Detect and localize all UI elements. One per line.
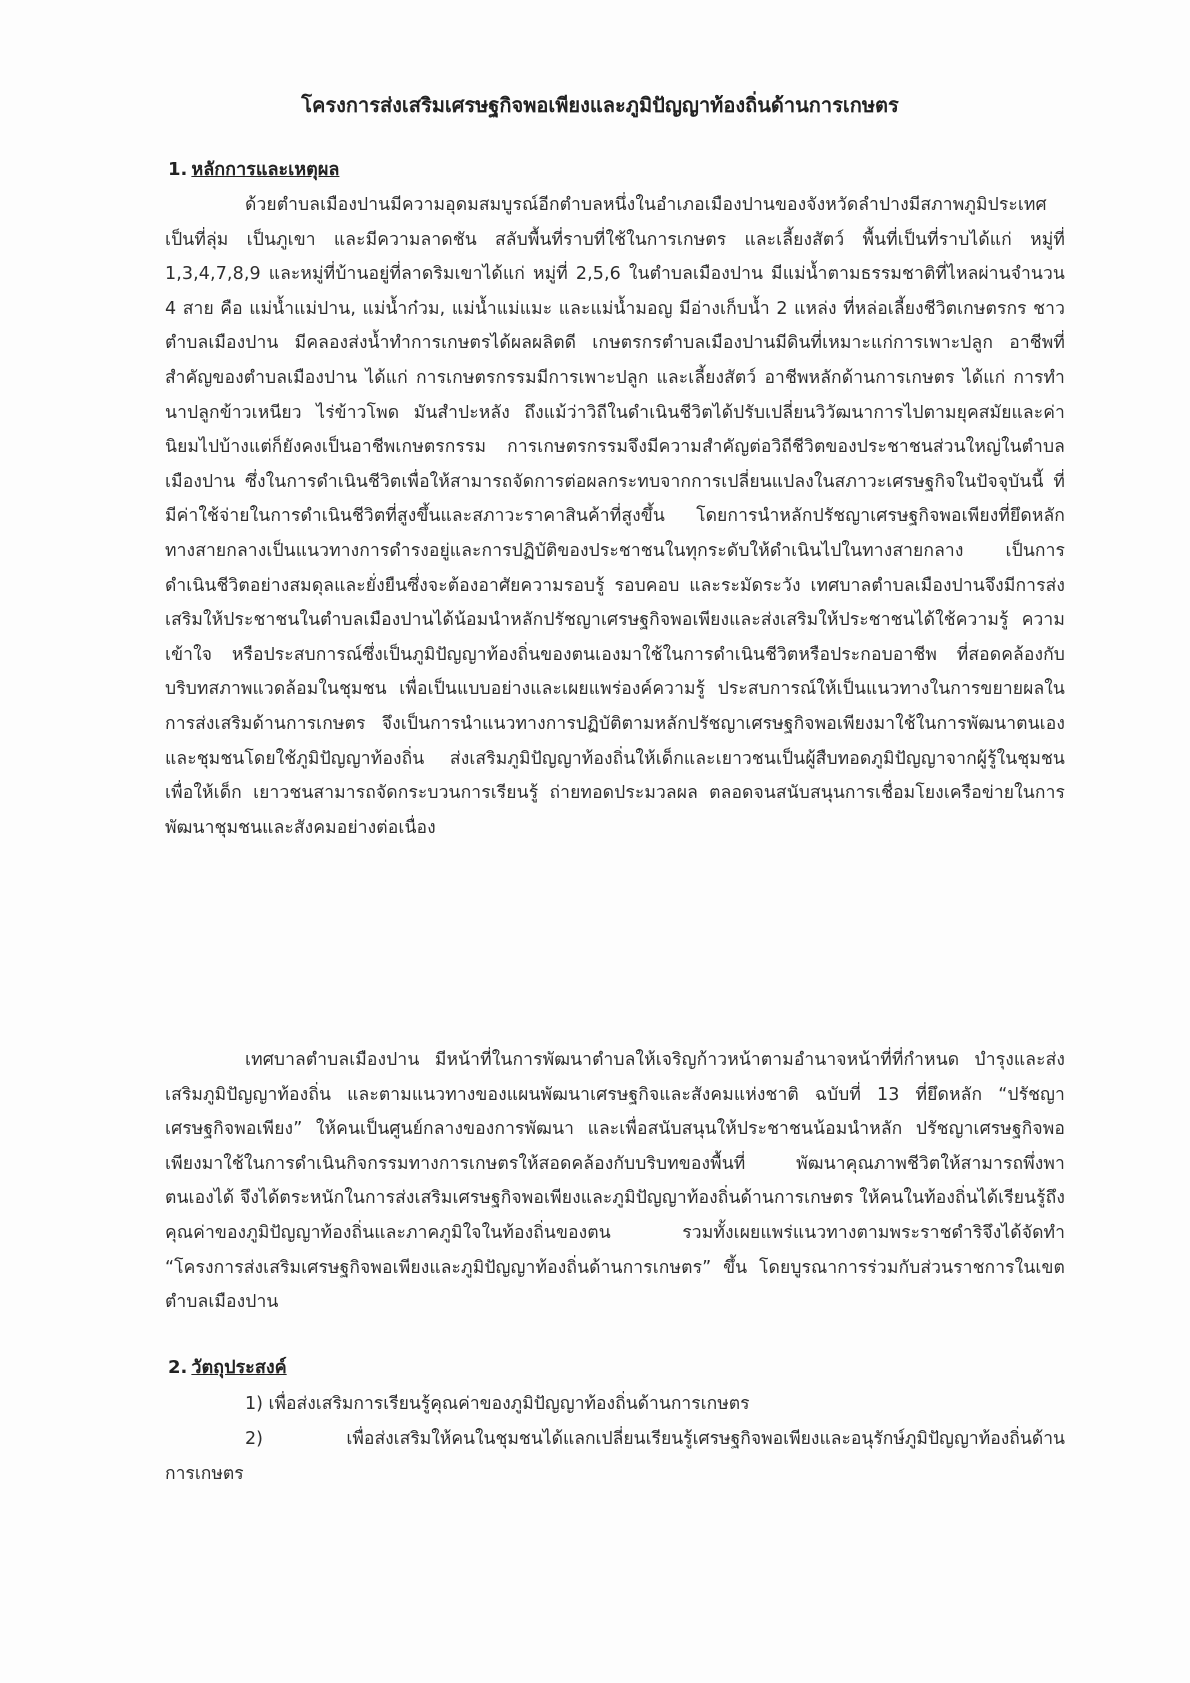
section-number: 2. <box>168 1357 188 1378</box>
section-heading-objectives <box>168 1356 287 1380</box>
paragraph-rationale-2: เทศบาลตำบลเมืองปาน มีหน้าที่ในการพัฒนาตำบลให้เจริญก้าวหน้าตามอำนาจหน้าที่ที่กำหนด บำรุงและส่งเสริมภูมิปัญญาท้องถิ่น และตามแนวทางของแผนพัฒนาเศรษฐกิจและสังคมแห่งชาติ ฉบับที่ 13 ที่ยึดหลัก “ปรัชญาเศรษฐกิจพอเพียง” ให้คนเป็นศูนย์กลางของการพัฒนา และเพื่อสนับสนุนให้ประชาชนน้อมนำหลัก ปรัชญาเศรษฐกิจพอเพียงมาใช้ในการดำเนินกิจกรรมทางการเกษตรให้สอดคล้องกับบริบทของพื้นที่ พัฒนาคุณภาพชีวิตให้สามารถพึ่งพาตนเองได้ จึงได้ตระหนักในการส่งเสริมเศรษฐกิจพอเพียงและภูมิปัญญาท้องถิ่นด้านการเกษตร ให้คนในท้องถิ่นได้เรียนรู้ถึงคุณค่าของภูมิปัญญาท้องถิ่นและภาคภูมิใจในท้องถิ่นของตน รวมทั้งเผยแพร่แนวทางตามพระราชดำริจึงได้จัดทำ “โครงการส่งเสริมเศรษฐกิจพอเพียงและภูมิปัญญาท้องถิ่นด้านการเกษตร” ขึ้น โดยบูรณาการร่วมกับส่วนราชการในเขตตำบลเมืองปาน <box>165 1050 1065 1313</box>
document-title: โครงการส่งเสริมเศรษฐกิจพอเพียงและภูมิปัญญาท้องถิ่นด้านการเกษตร <box>301 93 899 117</box>
paragraph-rationale-1: ด้วยตำบลเมืองปานมีความอุดมสมบูรณ์อีกตำบลหนึ่งในอำเภอเมืองปานของจังหวัดลำปางมีสภาพภูมิประเทศเป็นที่ลุ่ม เป็นภูเขา และมีความลาดชัน สลับพื้นที่ราบที่ใช้ในการเกษตร และเลี้ยงสัตว์ พื้นที่เป็นที่ราบได้แก่ หมู่ที่ 1,3,4,7,8,9 และหมู่ที่บ้านอยู่ที่ลาดริมเขาได้แก่ หมู่ที่ 2,5,6 ในตำบลเมืองปาน มีแม่น้ำตามธรรมชาติที่ไหลผ่านจำนวน 4 สาย คือ แม่น้ำแม่ปาน, แม่น้ำก๋วม, แม่น้ำแม่แมะ และแม่น้ำมอญ มีอ่างเก็บน้ำ 2 แหล่ง ที่หล่อเลี้ยงชีวิตเกษตรกร ชาวตำบลเมืองปาน มีคลองส่งน้ำทำการเกษตรได้ผลผลิตดี เกษตรกรตำบลเมืองปานมีดินที่เหมาะแก่การเพาะปลูก อาชีพที่สำคัญของตำบลเมืองปาน ได้แก่ การเกษตรกรรมมีการเพาะปลูก และเลี้ยงสัตว์ อาชีพหลักด้านการเกษตร ได้แก่ การทำนาปลูกข้าวเหนียว ไร่ข้าวโพด มันสำปะหลัง ถึงแม้ว่าวิถีในดำเนินชีวิตได้ปรับเปลี่ยนวิวัฒนาการไปตามยุคสมัยและค่านิยมไปบ้างแต่ก็ยังคงเป็นอาชีพเกษตรกรรม การเกษตรกรรมจึงมีความสำคัญต่อวิถีชีวิตของประชาชนส่วนใหญ่ในตำบลเมืองปาน ซึ่งในการดำเนินชีวิตเพื่อให้สามารถจัดการต่อผลกระทบจากการเปลี่ยนแปลงในสภาวะเศรษฐกิจในปัจจุบันนี้ ที่มีค่าใช้จ่ายในการดำเนินชีวิตที่สูงขึ้นและสภาวะราคาสินค้าที่สูงขึ้น โดยการนำหลักปรัชญาเศรษฐกิจพอเพียงที่ยึดหลักทางสายกลางเป็นแนวทางการดำรงอยู่และการปฏิบัติของประชาชนในทุกระดับให้ดำเนินไปในทางสายกลาง เป็นการดำเนินชีวิตอย่างสมดุลและยั่งยืนซึ่งจะต้องอาศัยความรอบรู้ รอบคอบ และระมัดระวัง เทศบาลตำบลเมืองปานจึงมีการส่งเสริมให้ประชาชนในตำบลเมืองปานได้น้อมนำหลักปรัชญาเศรษฐกิจพอเพียงและส่งเสริมให้ประชาชนได้ใช้ความรู้ ความเข้าใจ หรือประสบการณ์ซึ่งเป็นภูมิปัญญาท้องถิ่นของตนเองมาใช้ในการดำเนินชีวิตหรือประกอบอาชีพ ที่สอดคล้องกับบริบทสภาพแวดล้อมในชุมชน เพื่อเป็นแบบอย่างและเผยแพร่องค์ความรู้ ประสบการณ์ให้เป็นแนวทางในการขยายผลในการส่งเสริมด้านการเกษตร จึงเป็นการนำแนวทางการปฏิบัติตามหลักปรัชญาเศรษฐกิจพอเพียงมาใช้ในการพัฒนาตนเองและชุมชนโดยใช้ภูมิปัญญาท้องถิ่น ส่งเสริมภูมิปัญญาท้องถิ่นให้เด็กและเยาวชนเป็นผู้สืบทอดภูมิปัญญาจากผู้รู้ในชุมชน เพื่อให้เด็ก เยาวชนสามารถจัดกระบวนการเรียนรู้ ถ่ายทอดประมวลผล ตลอดจนสนับสนุนการเชื่อมโยงเครือข่ายในการพัฒนาชุมชนและสังคมอย่างต่อเนื่อง <box>165 195 1065 838</box>
section-title: วัตถุประสงค์ <box>191 1357 287 1378</box>
objective-item-2: 2) เพื่อส่งเสริมให้คนในชุมชนได้แลกเปลี่ยนเรียนรู้เศรษฐกิจพอเพียงและอนุรักษ์ภูมิปัญญาท้องถิ่นด้านการเกษตร <box>165 1429 1065 1484</box>
section-number: 1. <box>168 159 188 180</box>
section-heading-principles <box>168 158 339 182</box>
objective-item-1: 1) เพื่อส่งเสริมการเรียนรู้คุณค่าของภูมิปัญญาท้องถิ่นด้านการเกษตร <box>245 1394 750 1414</box>
section-title: หลักการและเหตุผล <box>191 159 340 180</box>
